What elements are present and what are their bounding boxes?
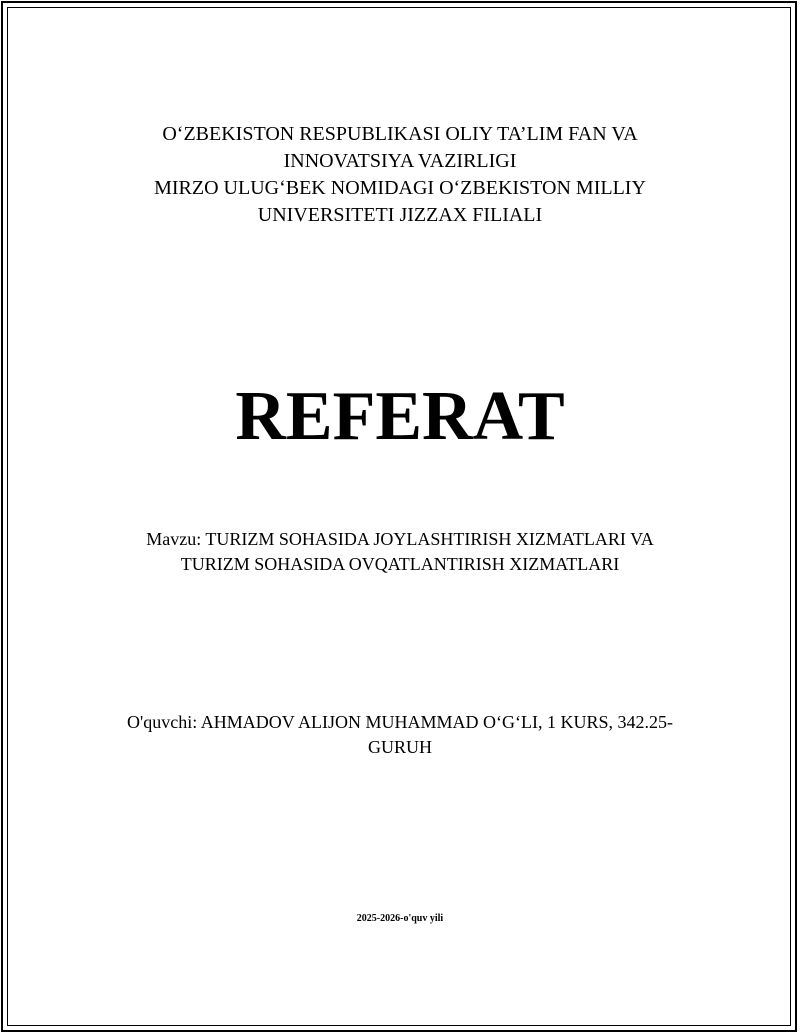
institution-heading [100, 121, 700, 229]
topic-section [100, 527, 700, 577]
institution-line-3: MIRZO ULUG‘BEK NOMIDAGI O‘ZBEKISTON MILLIY [154, 177, 646, 199]
topic-line-1: Mavzu: TURIZM SOHASIDA JOYLASHTIRISH XIZMATLARI VA [146, 529, 654, 549]
academic-year: 2025-2026-o'quv yili [356, 913, 444, 924]
student-line-2: GURUH [367, 737, 432, 757]
topic-line-2: TURIZM SOHASIDA OVQATLANTIRISH XIZMATLARI [180, 554, 620, 574]
student-line-1: O'quvchi: AHMADOV ALIJON MUHAMMAD O‘G‘LI, 1 KURS, 342.25- [127, 712, 673, 732]
institution-line-4: UNIVERSITETI JIZZAX FILIALI [257, 204, 543, 226]
institution-line-1: O‘ZBEKISTON RESPUBLIKASI OLIY TA’LIM FAN VA [162, 123, 638, 145]
document-title: REFERAT [235, 378, 565, 455]
student-section [100, 710, 700, 760]
institution-line-2: INNOVATSIYA VAZIRLIGI [283, 150, 517, 172]
